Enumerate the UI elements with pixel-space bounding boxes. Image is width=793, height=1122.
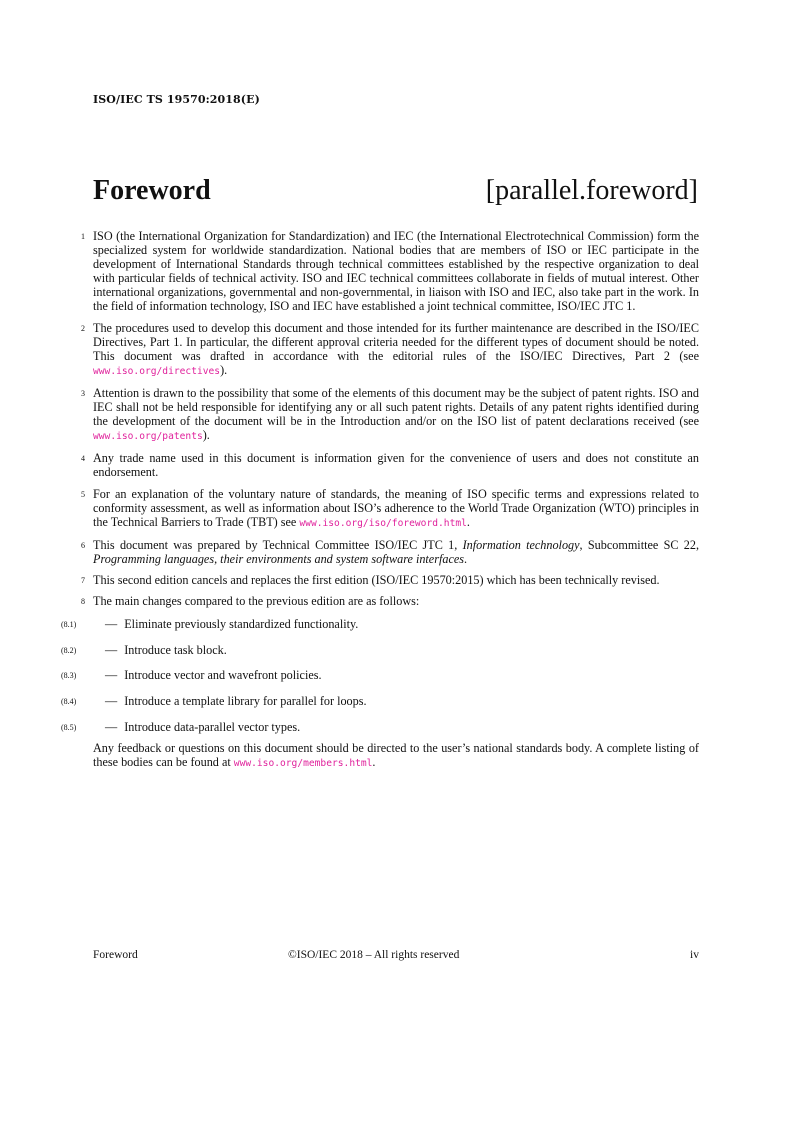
page-footer [93,949,699,965]
change-dash: — [105,617,118,632]
change-item [61,617,699,632]
change-number: (8.5) [61,722,77,732]
foreword-content [61,229,699,778]
change-dash: — [105,642,118,657]
paragraph-1 [81,229,699,314]
footer-copyright: ©ISO/IEC 2018 – All rights reserved [288,949,460,961]
paragraph-text: This second edition cancels and replaces the first edition (ISO/IEC 19570:2015) which has been technically revised. [93,572,660,587]
paragraph-number: 7 [81,575,85,585]
paragraph-number: 8 [81,597,85,607]
foreword-link[interactable]: www.iso.org/iso/foreword.html [299,517,467,529]
section-title: Foreword [93,175,211,206]
italic-title: Programming languages, their environments and system software interfaces [93,551,465,566]
change-number: (8.1) [61,620,77,630]
change-number: (8.2) [61,645,77,655]
paragraph-number: 6 [81,540,85,550]
change-dash: — [105,719,118,734]
section-label: [parallel.foreword] [485,175,698,206]
paragraph-text: Any trade name used in this document is information given for the convenience of users and does not constitute an endorsement. [93,451,699,480]
page-header-doc-id: ISO/IEC TS 19570:2018(E) [93,93,260,106]
paragraph-text: This document was prepared by Technical Committee ISO/IEC JTC 1, [93,537,463,552]
change-number: (8.3) [61,671,77,681]
change-text: Eliminate previously standardized functionality. [124,617,359,632]
change-number: (8.4) [61,696,77,706]
change-text: Introduce data-parallel vector types. [124,719,301,734]
change-item [61,642,699,657]
paragraph-8 [81,594,699,609]
change-dash: — [105,693,118,708]
directives-link[interactable]: www.iso.org/directives [93,365,221,377]
paragraph-number: 2 [81,323,85,333]
change-text: Introduce task block. [124,642,227,657]
feedback-text: Any feedback or questions on this document should be directed to the user’s national standards body. A complete listing of these bodies can be found at [93,740,699,769]
paragraph-2: 2 The procedures used to develop this document and those intended for its further maintenance are described in the ISO/IEC Directives, Part 1. In particular, the different approval criteria needed for the different types of document should be noted. This document was drafted in accordance with the editorial rules of the ISO/IEC Directives, Part 2 (see www.iso.org/directives). [93,321,699,379]
paragraph-number: 3 [81,388,85,398]
members-link[interactable]: www.iso.org/members.html [233,757,373,769]
paragraph-text: ISO (the International Organization for Standardization) and IEC (the International Electrotechnical Commission) form the specialized system for worldwide standardization. National bodies that are members of ISO or IEC participate in the development of International Standards through technical committees established by the respective organization to deal with particular fields of technical activity. ISO and IEC technical committees collaborate in fields of mutual interest. Other international organizations, governmental and non-governmental, in liaison with ISO and IEC, also take part in the work. In the field of information technology, ISO and IEC have established a joint technical committee, ISO/IEC JTC 1. [93,229,699,314]
paragraph-text: The procedures used to develop this document and those intended for its further maintenance are described in the ISO/IEC Directives, Part 1. In particular, the different approval criteria needed for the different types of document should be noted. This document was drafted in accordance with the editorial rules of the ISO/IEC Directives, Part 2 (see [93,320,699,363]
paragraph-number: 4 [81,454,85,464]
feedback-paragraph: Any feedback or questions on this document should be directed to the user’s national standards body. A complete listing of these bodies can be found at www.iso.org/members.html. [93,740,699,769]
patents-link[interactable]: www.iso.org/patents [93,431,203,443]
change-text: Introduce a template library for parallel for loops. [124,693,367,708]
change-dash: — [105,668,118,683]
change-item [61,719,699,734]
paragraph-7 [81,572,699,587]
italic-title: Information technology [462,537,580,552]
section-title-row [93,175,698,207]
paragraph-number: 5 [81,489,85,499]
paragraph-text: For an explanation of the voluntary nature of standards, the meaning of ISO specific terms and expressions related to conformity assessment, as well as information about ISO’s adherence to the World Trade Organization (WTO) principles in the Technical Barriers to Trade (TBT) see [93,486,699,529]
footer-page-number: iv [690,949,699,961]
paragraph-text: The main changes compared to the previous edition are as follows: [93,594,420,609]
paragraph-5: 5 For an explanation of the voluntary nature of standards, the meaning of ISO specific terms and expressions related to conformity assessment, as well as information about ISO’s adherence to the World Trade Organization (WTO) principles in the Technical Barriers to Trade (TBT) see www.iso.org/iso/foreword.html. [93,487,699,531]
paragraph-6: 6 This document was prepared by Technical Committee ISO/IEC JTC 1, Information technology, Subcommittee SC 22, Programming languages, their environments and system software interfaces. [93,538,699,566]
paragraph-4 [81,451,699,480]
change-item [61,668,699,683]
change-text: Introduce vector and wavefront policies. [124,668,322,683]
footer-section: Foreword [93,949,138,961]
paragraph-number: 1 [81,232,85,241]
change-item [61,693,699,708]
paragraph-3: 3 Attention is drawn to the possibility that some of the elements of this document may be the subject of patent rights. ISO and IEC shall not be held responsible for identifying any or all such patent rights. Details of any patent rights identified during the development of the document will be in the Introduction and/or on the ISO list of patent declarations received (see www.iso.org/patents). [93,386,699,444]
paragraph-text: Attention is drawn to the possibility that some of the elements of this document may be the subject of patent rights. ISO and IEC shall not be held responsible for identifying any or all such patent rights. Details of any patent rights identified during the development of the document will be in the Introduction and/or on the ISO list of patent declarations received (see [93,385,699,429]
